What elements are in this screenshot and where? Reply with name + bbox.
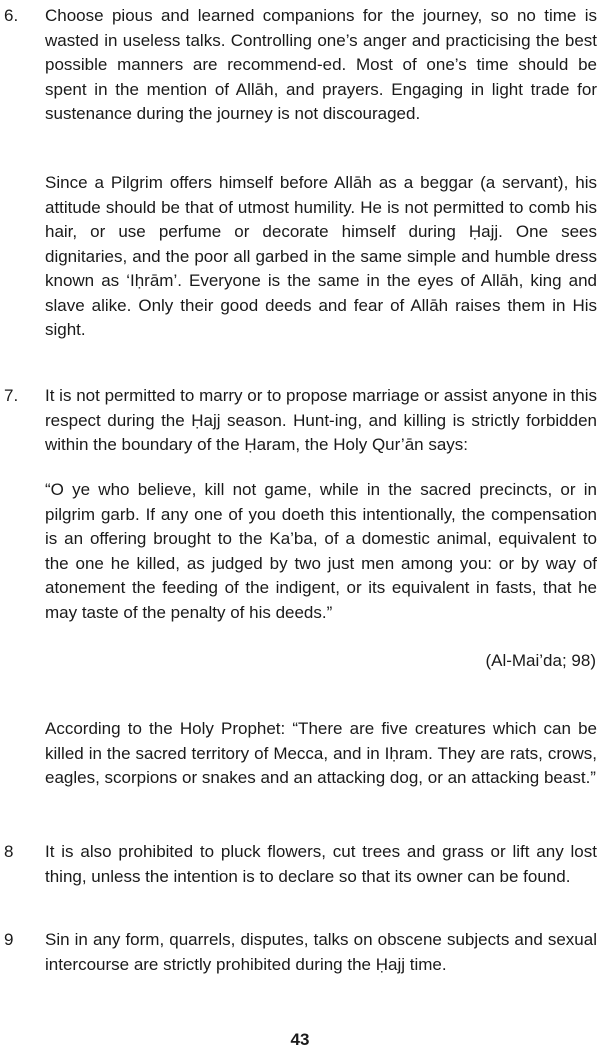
page-number: 43: [290, 1030, 310, 1049]
item-number: 6.: [4, 6, 19, 25]
paragraph: Choose pious and learned companions for the journey, so no time is wasted in useless talks. Controlling one’s anger and practicising the best possible manners are recommend-ed. Most of one’s time should be spent in the mention of Allāh, and prayers. Engaging in light trade for sustenance during the journey is not discouraged.: [45, 6, 597, 123]
item-number: 8: [4, 842, 14, 861]
paragraph: Since a Pilgrim offers himself before Allāh as a beggar (a servant), his attitude should be that of utmost humility. He is not permitted to comb his hair, or use perfume or decorate himself during Ḥajj. One sees dignitaries, and the poor all garbed in the same simple and humble dress known as ‘Iḥrām’. Everyone is the same in the eyes of Allāh, king and slave alike. Only their good deeds and fear of Allāh raises them in His sight.: [45, 173, 597, 339]
paragraph: It is also prohibited to pluck flowers, cut trees and grass or lift any lost thing, unless the intention is to declare so that its owner can be found.: [45, 842, 597, 886]
item-number: 9: [4, 930, 14, 949]
paragraph: Sin in any form, quarrels, disputes, talks on obscene subjects and sexual intercourse are strictly prohibited during the Ḥajj time.: [45, 930, 597, 974]
quote-citation: (Al-Mai’da; 98): [485, 651, 596, 670]
item-number: 7.: [4, 386, 19, 405]
quran-quote: “O ye who believe, kill not game, while in the sacred precincts, or in pilgrim garb. If any one of you doeth this intentionally, the compensation is an offering brought to the Ka’ba, of a domestic animal, equivalent to the one he killed, as judged by two just men among you: or by way of atonement the feeding of the indigent, or its equivalent in fasts, that he may taste of the penalty of his deeds.”: [45, 480, 597, 622]
paragraph: It is not permitted to marry or to propose marriage or assist anyone in this respect during the Ḥajj season. Hunt-ing, and killing is strictly forbidden within the boundary of the Ḥaram, the Holy Qur’ān says:: [45, 386, 597, 454]
paragraph: According to the Holy Prophet: “There are five creatures which can be killed in the sacred territory of Mecca, and in Iḥram. They are rats, crows, eagles, scorpions or snakes and an attacking dog, or an attacking beast.”: [45, 719, 597, 787]
